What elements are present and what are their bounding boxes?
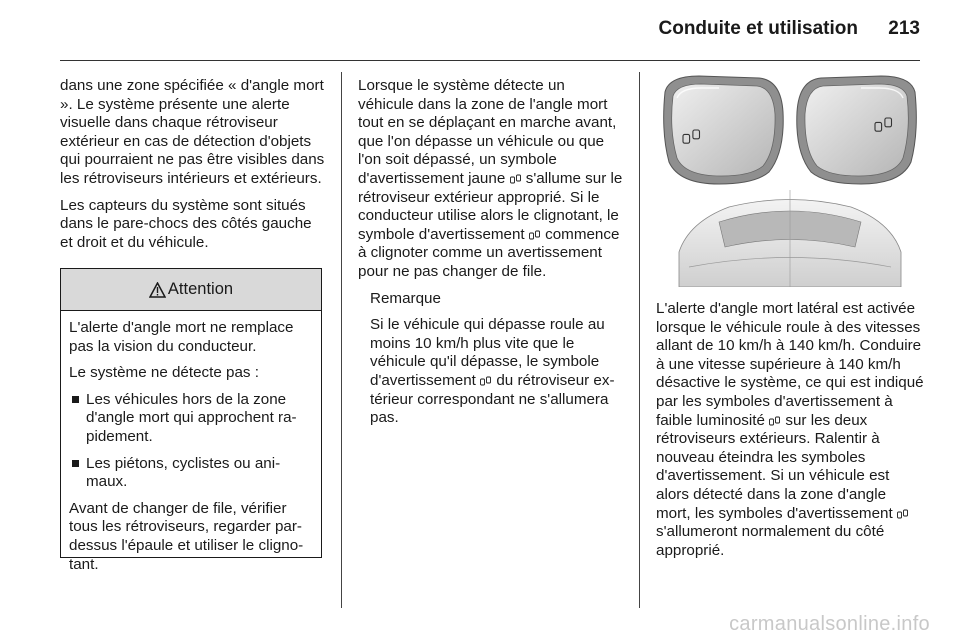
note-text: Si le véhicule qui dépasse roule au moins 10 km/h plus vite que le véhicule qu'il dépasse, le symbole d'avertissement du rétroviseur extérieur correspondant ne s'allumera pas.	[370, 316, 615, 427]
note-title: Remarque	[370, 289, 441, 307]
blind-spot-symbol-icon	[510, 174, 522, 184]
attention-header	[61, 269, 321, 311]
attention-paragraph-3: Avant de changer de file, vérifier tous les rétroviseurs, regarder par-dessus l'épaule et utiliser le clignotant.	[69, 499, 304, 573]
column-1	[60, 77, 326, 260]
col3-paragraph: L'alerte d'angle mort latéral est activée lorsque le véhicule roule à des vitesses allant de 10 km/h à 140 km/h. Conduire à une vitesse supérieure à 140 km/h désactive le système, ce qui est indiqué par les symboles d'avertissement à faible luminosité sur les deux rétroviseurs extérieurs. Ralentir à nouveau éteindra les symboles d'avertissement. Si un véhicule est alors détecté dans la zone d'angle mort, les symboles d'avertissement s'allumeront normalement du côté approprié.	[656, 300, 924, 559]
page-number: 213	[888, 18, 920, 39]
attention-paragraph-2: Le système ne détecte pas :	[69, 364, 259, 382]
list-item: Les véhicules hors de la zone d'angle mort qui approchent rapidement.	[69, 391, 313, 447]
right-mirror	[797, 76, 917, 184]
col1-paragraph-2: Les capteurs du système sont situés dans le pare-chocs des côtés gauche et droit et du véhicule.	[60, 196, 312, 251]
header-rule	[60, 60, 920, 61]
col2-paragraph-1: Lorsque le système détecte un véhicule dans la zone de l'angle mort tout en se déplaçant en marche avant, que l'on dépasse un véhicule ou que l'on soit dépassé, un symbole d'avertissement jaune s'allume sur le rétroviseur extérieur approprié. Si le conducteur utilise alors le clignotant, le symbole d'avertissement commence à clignoter comme un avertissement pour ne pas changer de file.	[358, 77, 623, 280]
column-2	[358, 77, 624, 436]
attention-heading: Attention	[167, 280, 234, 298]
col1-paragraph-1: dans une zone spécifiée « d'angle mort ». Le système présente une alerte visuelle dans chaque rétroviseur extérieur en cas de détection d'objets qui pourraient ne pas être visibles dans les rétroviseurs intérieurs et extérieurs.	[60, 77, 325, 187]
watermark: carmanualsonline.info	[729, 613, 930, 635]
attention-paragraph-1: L'alerte d'angle mort ne remplace pas la vision du conducteur.	[69, 319, 294, 355]
blind-spot-symbol-icon	[769, 416, 781, 426]
header-title: Conduite et utilisation	[658, 18, 858, 39]
column-divider-1	[341, 72, 342, 608]
attention-body	[61, 311, 321, 574]
warning-triangle-icon	[149, 282, 166, 298]
attention-box	[60, 268, 322, 573]
blind-spot-symbol-icon	[897, 509, 909, 519]
square-bullet-icon	[72, 460, 79, 467]
attention-list	[69, 391, 313, 492]
left-mirror	[664, 76, 784, 184]
column-3	[656, 300, 924, 568]
blind-spot-illustration	[659, 72, 921, 287]
blind-spot-symbol-icon	[529, 230, 541, 240]
note-block	[358, 290, 624, 428]
list-item: Les piétons, cyclistes ou animaux.	[69, 455, 313, 492]
column-divider-2	[639, 72, 640, 608]
square-bullet-icon	[72, 396, 79, 403]
blind-spot-symbol-icon	[480, 376, 492, 386]
